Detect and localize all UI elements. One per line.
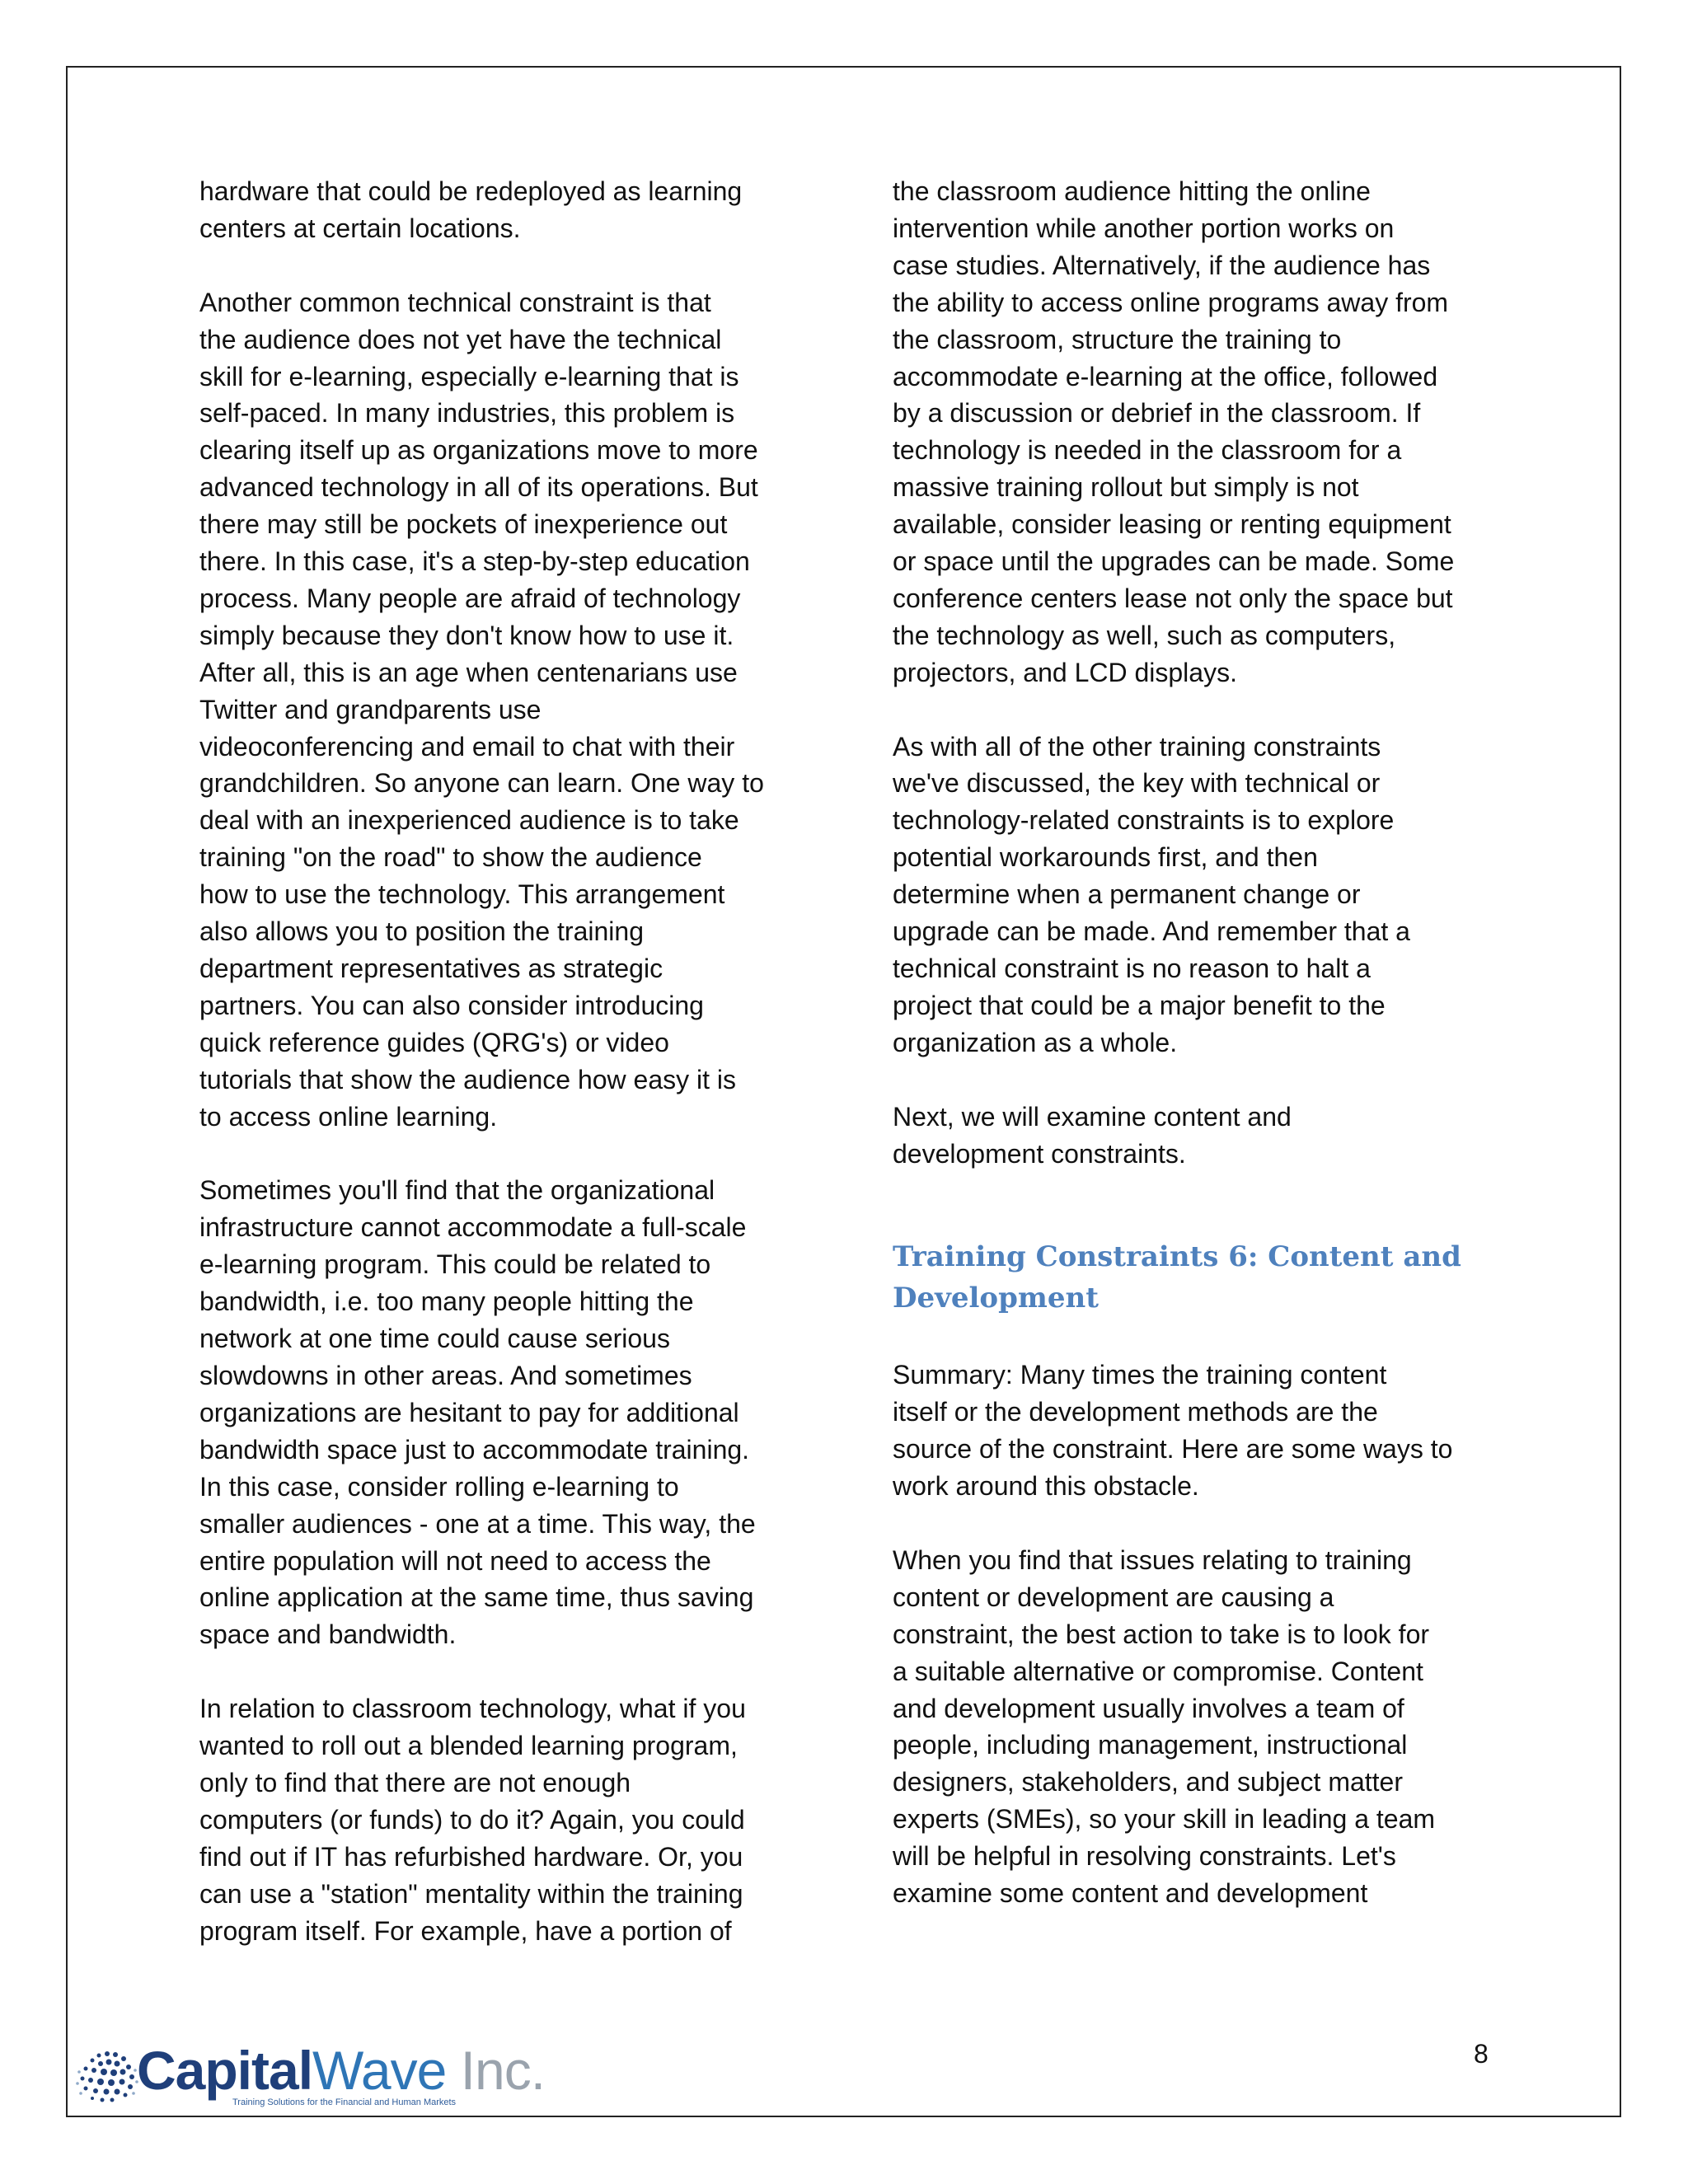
body-paragraph: hardware that could be redeployed as learning centers at certain locations. [199, 176, 743, 243]
logo-tagline: Training Solutions for the Financial and Human Markets [232, 2097, 457, 2107]
body-paragraph: Another common technical constraint is that the audience does not yet have the technical skill for e-learning, especially e-learning that is self-paced. In many industries, this problem is clearing itself up as organizations move to more advanced technology in all of its operations. But there may still be pockets of inexperience out there. In this case, it's a step-by-step education process. Many people are afraid of technology simply because they don't know how to use it. After all, this is an age when centenarians use Twitter and grandparents use videoconferencing and email to chat with their grandchildren. So anyone can learn. One way to deal with an inexperienced audience is to take training "on the road" to show the audience how to use the technology. This arrangement also allows you to position the training department representatives as strategic partners. You can also consider introducing quick reference guides (QRG's) or video tutorials that show the audience how easy it is to access online learning. [199, 287, 764, 1132]
company-logo [76, 2042, 570, 2108]
right-column [893, 173, 1503, 1912]
logo-brand-capital: Capital [137, 2040, 313, 2101]
body-paragraph: When you find that issues relating to training content or development are causing a constraint, the best action to take is to look for a suitable alternative or compromise. Content and development usually involves a team of people, including management, instructional designers, stakeholders, and subject matter experts (SMEs), so your skill in leading a team will be helpful in resolving constraints. Let's examine some content and development [893, 1544, 1436, 1909]
summary-paragraph: Summary: Many times the training content itself or the development methods are the source of the constraint. Here are some ways to work around this obstacle. [893, 1360, 1453, 1502]
logo-brand-wave: Wave [312, 2040, 447, 2101]
body-paragraph: As with all of the other training constraints we've discussed, the key with technical or technology-related constraints is to explore potential workarounds first, and then determine when a permanent change or upgrade can be made. And remember that a technical constraint is no reason to halt a project that could be a major benefit to the organization as a whole. [893, 731, 1410, 1057]
logo-wordmark [137, 2040, 546, 2101]
page-number: 8 [1474, 2039, 1489, 2069]
logo-brand-inc: Inc. [446, 2040, 546, 2101]
body-paragraph: In relation to classroom technology, what if you wanted to roll out a blended learning program, only to find that there are not enough computers (or funds) to do it? Again, you could find out if IT has refurbished hardware. Or, you can use a "station" mentality within the training program itself. For example, have a portion of [199, 1694, 746, 1946]
left-column [199, 173, 809, 1949]
body-paragraph: the classroom audience hitting the online intervention while another portion works on case studies. Alternatively, if the audience has the ability to access online programs away from the classroom, structure the training to accommodate e-learning at the office, followed by a discussion or debrief in the classroom. If technology is needed in the classroom for a massive training rollout but simply is not available, consider leasing or renting equipment or space until the upgrades can be made. Some conference centers lease not only the space but the technology as well, such as computers, projectors, and LCD displays. [893, 176, 1455, 687]
body-paragraph: Sometimes you'll find that the organizational infrastructure cannot accommodate a full-scale e-learning program. This could be related to bandwidth, i.e. too many people hitting the network at one time could cause serious slowdowns in other areas. And sometimes organizations are hesitant to pay for additional bandwidth space just to accommodate training. In this case, consider rolling e-learning to smaller audiences - one at a time. This way, the entire population will not need to access the online application at the same time, thus saving space and bandwidth. [199, 1175, 756, 1650]
section-heading: Training Constraints 6: Content and Development [893, 1240, 1461, 1315]
dotted-globe-icon [76, 2047, 138, 2105]
body-paragraph: Next, we will examine content and development constraints. [893, 1101, 1292, 1169]
